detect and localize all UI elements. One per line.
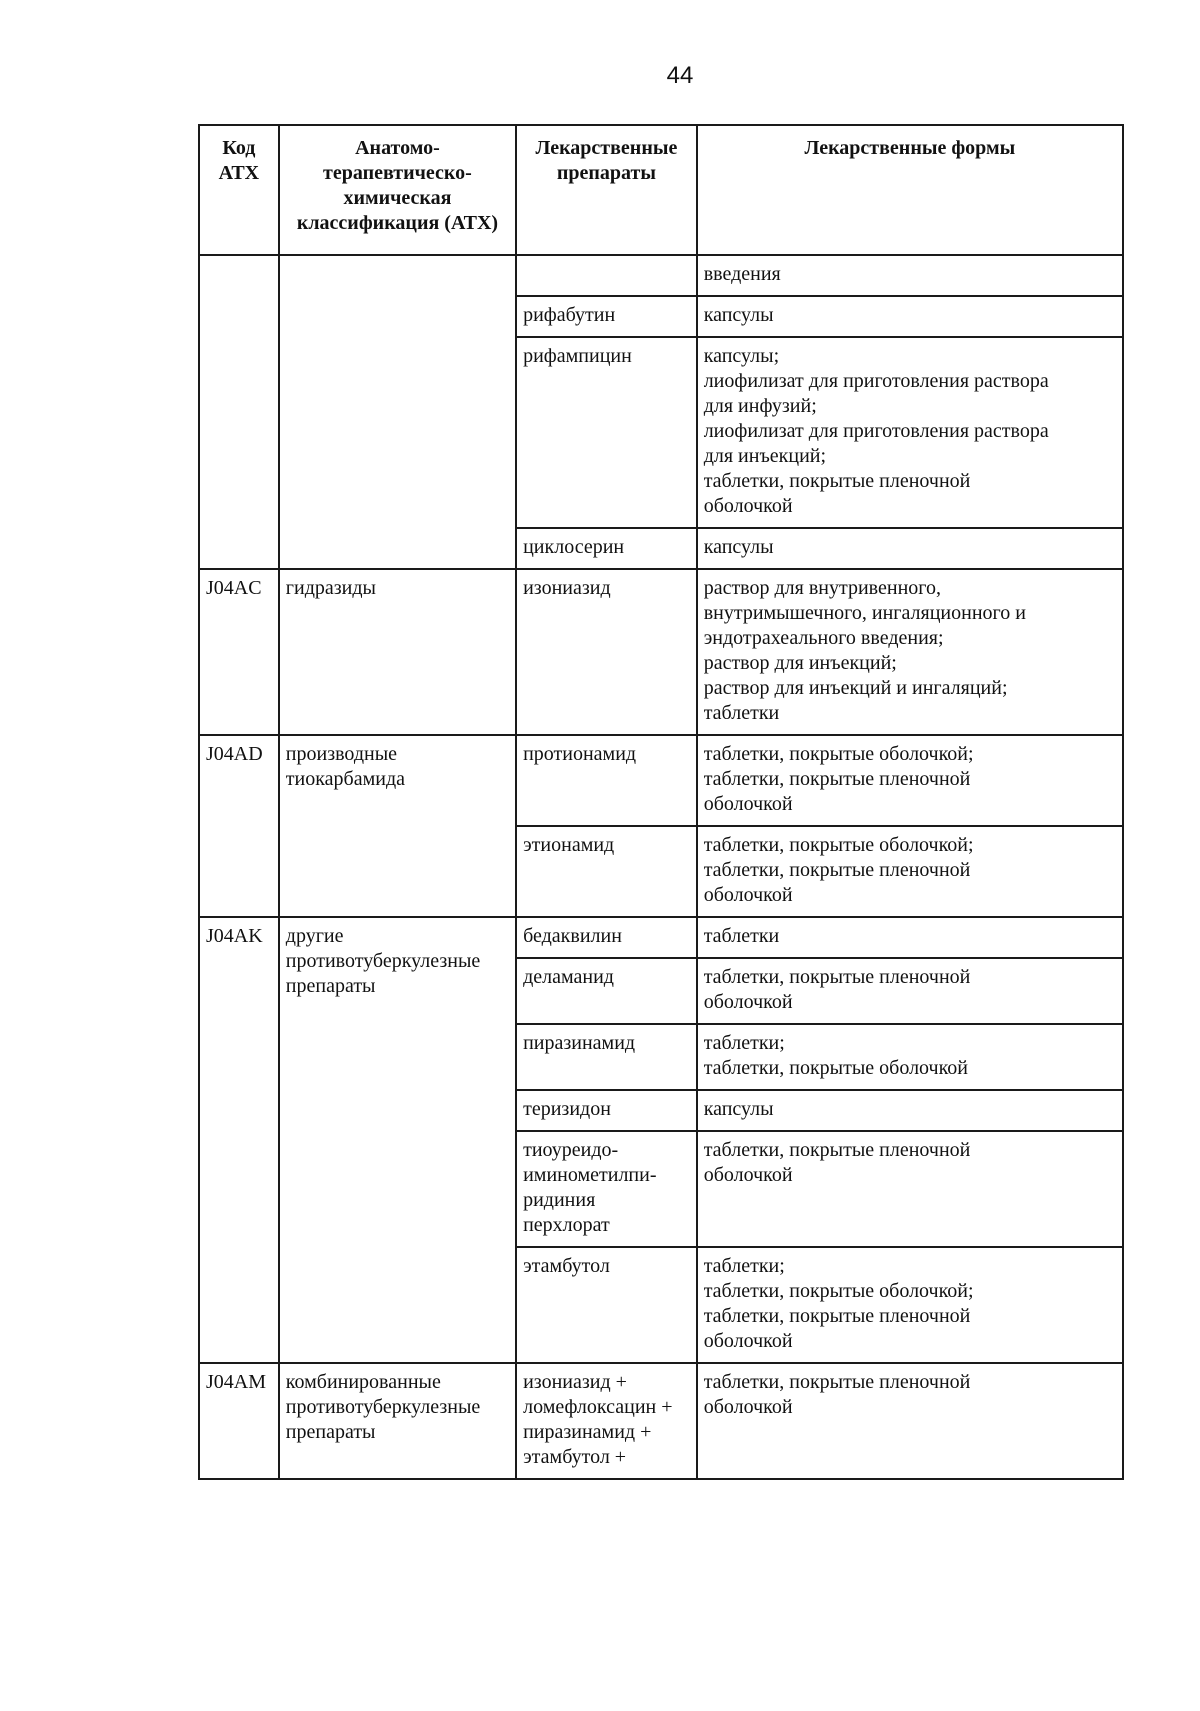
dosage-forms-cell — [697, 826, 1123, 917]
atx-code-cell: J04AM — [199, 1363, 279, 1479]
dosage-form-line: оболочкой — [703, 991, 793, 1013]
drug-name-line: этамбутол + — [523, 1446, 627, 1468]
header-row — [199, 125, 1123, 255]
drug-name-line: протионамид — [523, 743, 637, 765]
dosage-forms-cell — [697, 735, 1123, 826]
dosage-form-line: оболочкой — [703, 793, 793, 815]
drug-name-line: пиразинамид — [523, 1032, 636, 1054]
dosage-form-line: таблетки, покрытые пленочной — [703, 768, 971, 790]
dosage-form-line: таблетки, покрытые пленочной — [703, 1305, 971, 1327]
dosage-form-line: таблетки — [703, 702, 780, 724]
dosage-form-line: оболочкой — [703, 1164, 793, 1186]
dosage-form-line: оболочкой — [703, 1330, 793, 1352]
drug-name-line: этионамид — [523, 834, 615, 856]
dosage-forms-cell — [697, 296, 1123, 337]
drug-name-line: тиоуреидо- — [523, 1139, 619, 1161]
atx-drug-table — [198, 124, 1124, 1480]
classification-cell — [279, 569, 516, 735]
dosage-forms-cell — [697, 1024, 1123, 1090]
dosage-form-line: таблетки, покрытые пленочной — [703, 859, 971, 881]
drug-name-line: пиразинамид + — [523, 1421, 652, 1443]
atx-code-cell: J04AD — [199, 735, 279, 917]
drug-cell — [516, 296, 697, 337]
drug-cell — [516, 1090, 697, 1131]
drug-cell — [516, 1363, 697, 1479]
classification-line: гидразиды — [285, 577, 376, 599]
drug-name-line: ридиния — [523, 1189, 596, 1211]
drug-cell — [516, 826, 697, 917]
drug-cell — [516, 1131, 697, 1247]
dosage-form-line: введения — [703, 263, 781, 285]
dosage-forms-cell — [697, 1131, 1123, 1247]
table-row — [199, 917, 1123, 958]
dosage-form-line: оболочкой — [703, 495, 793, 517]
drug-name-line: изониазид + — [523, 1371, 627, 1393]
dosage-forms-cell — [697, 1363, 1123, 1479]
dosage-form-line: раствор для инъекций и ингаляций; — [703, 677, 1008, 699]
dosage-forms-cell — [697, 255, 1123, 296]
drug-cell — [516, 735, 697, 826]
drug-name-line: теризидон — [523, 1098, 611, 1120]
table-row — [199, 1363, 1123, 1479]
drug-cell — [516, 337, 697, 528]
dosage-form-line: оболочкой — [703, 884, 793, 906]
dosage-form-line: таблетки, покрытые оболочкой — [703, 1057, 968, 1079]
dosage-form-line: лиофилизат для приготовления раствора — [703, 420, 1049, 442]
dosage-form-line: капсулы — [703, 1098, 774, 1120]
dosage-forms-cell — [697, 569, 1123, 735]
classification-line: производные — [285, 743, 398, 765]
dosage-form-line: эндотрахеального введения; — [703, 627, 944, 649]
table-row — [199, 735, 1123, 826]
drug-cell — [516, 958, 697, 1024]
classification-line: комбинированные — [285, 1371, 441, 1393]
atx-code-cell — [199, 255, 279, 569]
classification-line: тиокарбамида — [285, 768, 405, 790]
dosage-form-line: оболочкой — [703, 1396, 793, 1418]
drug-cell — [516, 569, 697, 735]
drug-cell — [516, 255, 697, 296]
dosage-form-line: таблетки — [703, 925, 780, 947]
drug-name-line: рифабутин — [523, 304, 616, 326]
dosage-forms-cell — [697, 958, 1123, 1024]
dosage-form-line: внутримышечного, ингаляционного и — [703, 602, 1026, 624]
drug-name-line: деламанид — [523, 966, 614, 988]
drug-cell — [516, 528, 697, 569]
dosage-form-line: таблетки, покрытые оболочкой; — [703, 743, 974, 765]
drug-name-line: иминометилпи- — [523, 1164, 657, 1186]
dosage-forms-cell — [697, 917, 1123, 958]
table-header — [199, 125, 1123, 255]
dosage-form-line: капсулы — [703, 536, 774, 558]
drug-name-line: ломефлоксацин + — [523, 1396, 673, 1418]
drug-name-line: циклосерин — [523, 536, 625, 558]
dosage-form-line: для инфузий; — [703, 395, 817, 417]
page-number: 44 — [666, 62, 694, 89]
drug-cell — [516, 1247, 697, 1363]
table-row — [199, 569, 1123, 735]
dosage-forms-cell — [697, 528, 1123, 569]
drug-name-line: бедаквилин — [523, 925, 622, 947]
dosage-form-line: раствор для внутривенного, — [703, 577, 941, 599]
header-classification: Анатомо- терапевтическо- химическая классификация (АТХ) — [279, 125, 516, 255]
dosage-form-line: лиофилизат для приготовления раствора — [703, 370, 1049, 392]
classification-line: противотуберкулезные — [285, 950, 481, 972]
dosage-forms-cell — [697, 1247, 1123, 1363]
classification-line: препараты — [285, 975, 376, 997]
dosage-forms-cell — [697, 1090, 1123, 1131]
dosage-forms-cell — [697, 337, 1123, 528]
drug-name-line: перхлорат — [523, 1214, 610, 1236]
dosage-form-line: таблетки, покрытые пленочной — [703, 1371, 971, 1393]
classification-cell — [279, 917, 516, 1363]
table-row — [199, 255, 1123, 296]
dosage-form-line: таблетки; — [703, 1255, 785, 1277]
classification-line: противотуберкулезные — [285, 1396, 481, 1418]
header-forms: Лекарственные формы — [697, 125, 1123, 255]
header-drugs: Лекарственные препараты — [516, 125, 697, 255]
classification-line: другие — [285, 925, 344, 947]
table-body — [199, 255, 1123, 1479]
drug-cell — [516, 917, 697, 958]
dosage-form-line: таблетки, покрытые оболочкой; — [703, 834, 974, 856]
dosage-form-line: раствор для инъекций; — [703, 652, 897, 674]
atx-code-cell: J04AC — [199, 569, 279, 735]
dosage-form-line: таблетки, покрытые пленочной — [703, 1139, 971, 1161]
drug-name-line: этамбутол — [523, 1255, 610, 1277]
dosage-form-line: капсулы — [703, 304, 774, 326]
classification-cell — [279, 255, 516, 569]
atx-code-cell: J04AK — [199, 917, 279, 1363]
classification-line: препараты — [285, 1421, 376, 1443]
drug-name-line: рифампицин — [523, 345, 632, 367]
header-code: Код АТХ — [199, 125, 279, 255]
drug-name-line: изониазид — [523, 577, 611, 599]
classification-cell — [279, 1363, 516, 1479]
drug-cell — [516, 1024, 697, 1090]
dosage-form-line: капсулы; — [703, 345, 780, 367]
dosage-form-line: для инъекций; — [703, 445, 827, 467]
dosage-form-line: таблетки; — [703, 1032, 785, 1054]
classification-cell — [279, 735, 516, 917]
dosage-form-line: таблетки, покрытые пленочной — [703, 966, 971, 988]
dosage-form-line: таблетки, покрытые оболочкой; — [703, 1280, 974, 1302]
dosage-form-line: таблетки, покрытые пленочной — [703, 470, 971, 492]
